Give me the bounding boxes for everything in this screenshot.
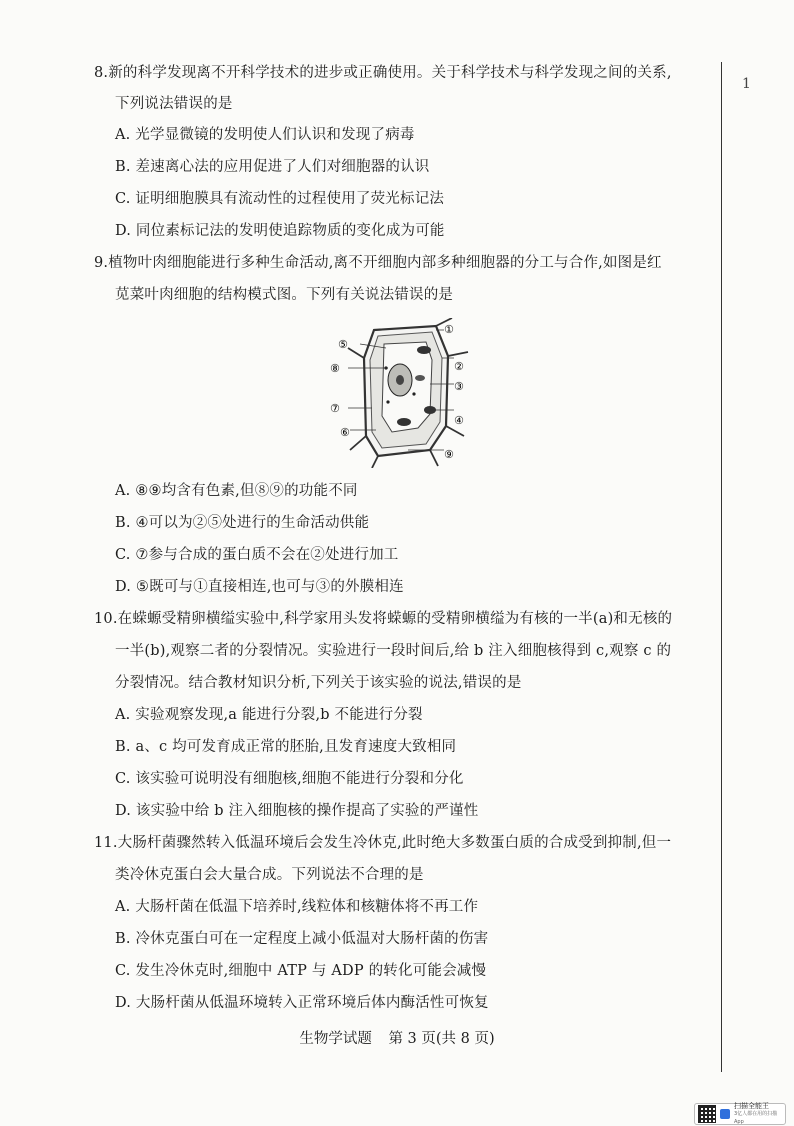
label-6: ⑥ (340, 426, 350, 439)
q11-option-b: B. 冷休克蛋白可在一定程度上减小低温对大肠杆菌的伤害 (115, 931, 489, 947)
q9-option-d: D. ⑤既可与①直接相连,也可与③的外膜相连 (115, 579, 404, 595)
margin-rule (721, 62, 722, 1072)
q10-option-c: C. 该实验可说明没有细胞核,细胞不能进行分裂和分化 (115, 771, 464, 787)
scan-app-badge[interactable] (694, 1103, 786, 1125)
q9-option-a: A. ⑧⑨均含有色素,但⑧⑨的功能不同 (115, 483, 358, 499)
nucleolus (396, 375, 404, 385)
q11-stem-line-2: 类冷休克蛋白会大量合成。下列说法不合理的是 (115, 867, 424, 883)
chloroplast (417, 346, 431, 354)
q11-option-d: D. 大肠杆菌从低温环境转入正常环境后体内酶活性可恢复 (115, 995, 489, 1011)
page-footer (0, 1027, 794, 1048)
q10-stem-line-3: 分裂情况。结合教材知识分析,下列关于该实验的说法,错误的是 (115, 675, 522, 691)
q10-stem-line-1: 10.在蝾螈受精卵横缢实验中,科学家用头发将蝾螈的受精卵横缢为有核的一半(a)和无核的 (94, 611, 673, 627)
q10-stem-line-2: 一半(b),观察二者的分裂情况。实验进行一段时间后,给 b 注入细胞核得到 c,观察 c 的 (115, 643, 672, 659)
q11-option-a: A. 大肠杆菌在低温下培养时,线粒体和核糖体将不再工作 (115, 899, 479, 915)
label-9: ⑨ (444, 448, 454, 461)
q8-stem-line-1: 8.新的科学发现离不开科学技术的进步或正确使用。关于科学技术与科学发现之间的关系, (94, 65, 672, 81)
q9-stem-line-2: 苋菜叶肉细胞的结构模式图。下列有关说法错误的是 (115, 287, 454, 303)
scan-badge-title: 扫描全能王 (734, 1102, 769, 1110)
q9-option-b: B. ④可以为②⑤处进行的生命活动供能 (115, 515, 370, 531)
q8-option-c: C. 证明细胞膜具有流动性的过程使用了荧光标记法 (115, 191, 445, 207)
plant-cell-diagram (326, 318, 476, 468)
q9-option-c: C. ⑦参与合成的蛋白质不会在②处进行加工 (115, 547, 399, 563)
q10-option-a: A. 实验观察发现,a 能进行分裂,b 不能进行分裂 (115, 707, 423, 723)
scan-badge-subtitle: 3亿人都在用的扫描App (734, 1111, 778, 1125)
label-7: ⑦ (330, 402, 340, 415)
q8-option-a: A. 光学显微镜的发明使人们认识和发现了病毒 (115, 127, 415, 143)
label-1: ① (444, 323, 454, 336)
label-5: ⑤ (338, 338, 348, 351)
q10-option-b: B. a、c 均可发育成正常的胚胎,且发育速度大致相同 (115, 739, 457, 755)
label-4: ④ (454, 414, 464, 427)
label-2: ② (454, 360, 464, 373)
q10-option-d: D. 该实验中给 b 注入细胞核的操作提高了实验的严谨性 (115, 803, 479, 819)
chloroplast (397, 418, 411, 426)
q9-stem-line-1: 9.植物叶肉细胞能进行多种生命活动,离不开细胞内部多种细胞器的分工与合作,如图是红 (94, 255, 662, 271)
ribosome (386, 400, 389, 403)
ribosome (412, 392, 415, 395)
q11-stem-line-1: 11.大肠杆菌骤然转入低温环境后会发生冷休克,此时绝大多数蛋白质的合成受到抑制,但一 (94, 835, 672, 851)
footer-page-number: 第 3 页(共 8 页) (388, 1031, 495, 1047)
mitochondrion (415, 375, 425, 381)
label-8: ⑧ (330, 362, 340, 375)
q8-stem-line-2: 下列说法错误的是 (115, 96, 233, 112)
margin-page-mark: 1 (742, 76, 751, 92)
q8-option-d: D. 同位素标记法的发明使追踪物质的变化成为可能 (115, 223, 445, 239)
q11-option-c: C. 发生冷休克时,细胞中 ATP 与 ADP 的转化可能会减慢 (115, 963, 487, 979)
qr-code-icon (698, 1105, 716, 1123)
footer-subject: 生物学试题 (299, 1031, 372, 1047)
q8-option-b: B. 差速离心法的应用促进了人们对细胞器的认识 (115, 159, 430, 175)
label-3: ③ (454, 380, 464, 393)
scanner-logo-icon (720, 1109, 730, 1119)
